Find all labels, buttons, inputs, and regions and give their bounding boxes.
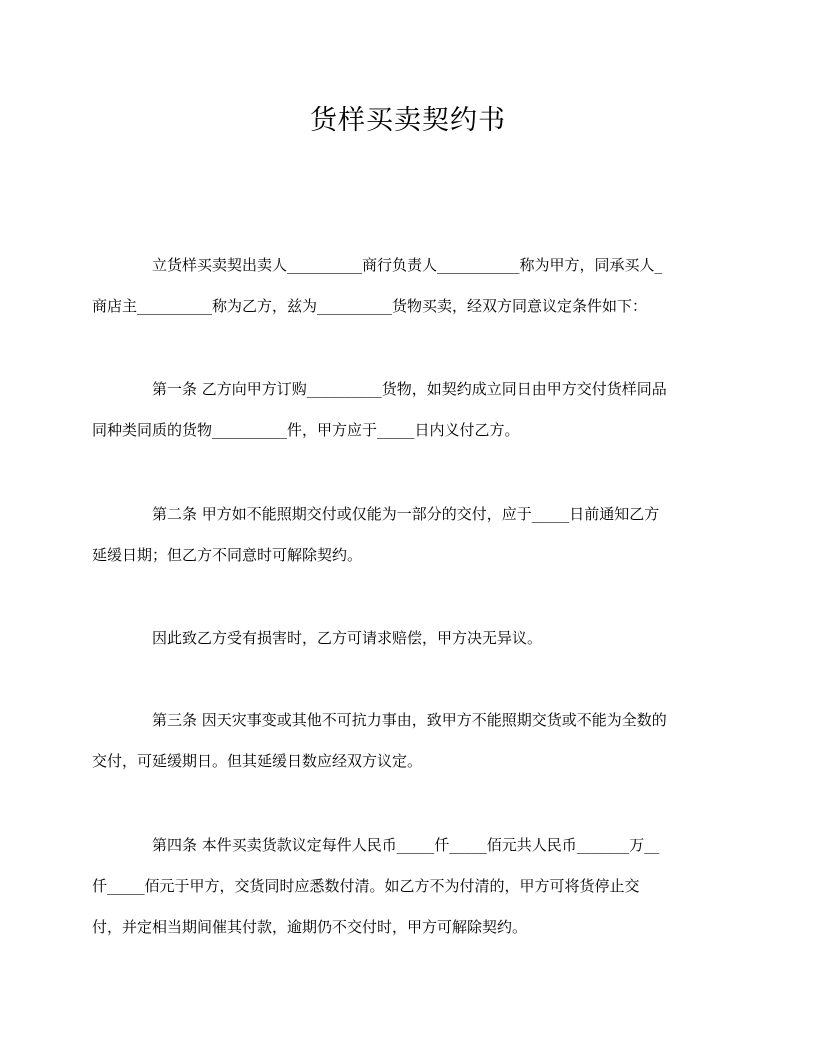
paragraph-line: 第四条 本件买卖货款议定每件人民币_____仟_____佰元共人民币_______万__	[152, 836, 660, 854]
paragraph-line: 因此致乙方受有损害时，乙方可请求赔偿，甲方决无异议。	[152, 629, 543, 647]
article-2-paragraph	[92, 494, 708, 576]
document-title: 货样买卖契约书	[310, 105, 506, 136]
damages-paragraph	[122, 618, 708, 659]
paragraph-line: 第二条 甲方如不能照期交付或仅能为一部分的交付，应于_____日前通知乙方	[152, 505, 660, 523]
article-1-paragraph	[92, 369, 708, 451]
paragraph-line: 交付，可延缓期日。但其延缓日数应经双方议定。	[92, 752, 423, 770]
paragraph-line: 第三条 因天灾事变或其他不可抗力事由，致甲方不能照期交货或不能为全数的	[152, 711, 667, 729]
article-4-paragraph	[92, 825, 708, 948]
paragraph-line: 第一条 乙方向甲方订购__________货物，如契约成立同日由甲方交付货样同品	[152, 380, 667, 398]
paragraph-line: 商店主__________称为乙方，兹为__________货物买卖，经双方同意议定条件如下：	[92, 297, 648, 315]
paragraph-line: 同种类同质的货物__________件，甲方应于_____日内义付乙方。	[92, 421, 520, 439]
paragraph-line: 立货样买卖契出卖人__________商行负责人___________称为甲方，同承买人_	[152, 256, 663, 274]
paragraph-line: 付，并定相当期间催其付款，逾期仍不交付时，甲方可解除契约。	[92, 918, 528, 936]
paragraph-line: 仟_____佰元于甲方，交货同时应悉数付清。如乙方不为付清的，甲方可将货停止交	[92, 877, 640, 895]
paragraph-line: 延缓日期；但乙方不同意时可解除契约。	[92, 546, 363, 564]
article-3-paragraph	[92, 700, 708, 782]
preamble-paragraph	[92, 245, 708, 327]
